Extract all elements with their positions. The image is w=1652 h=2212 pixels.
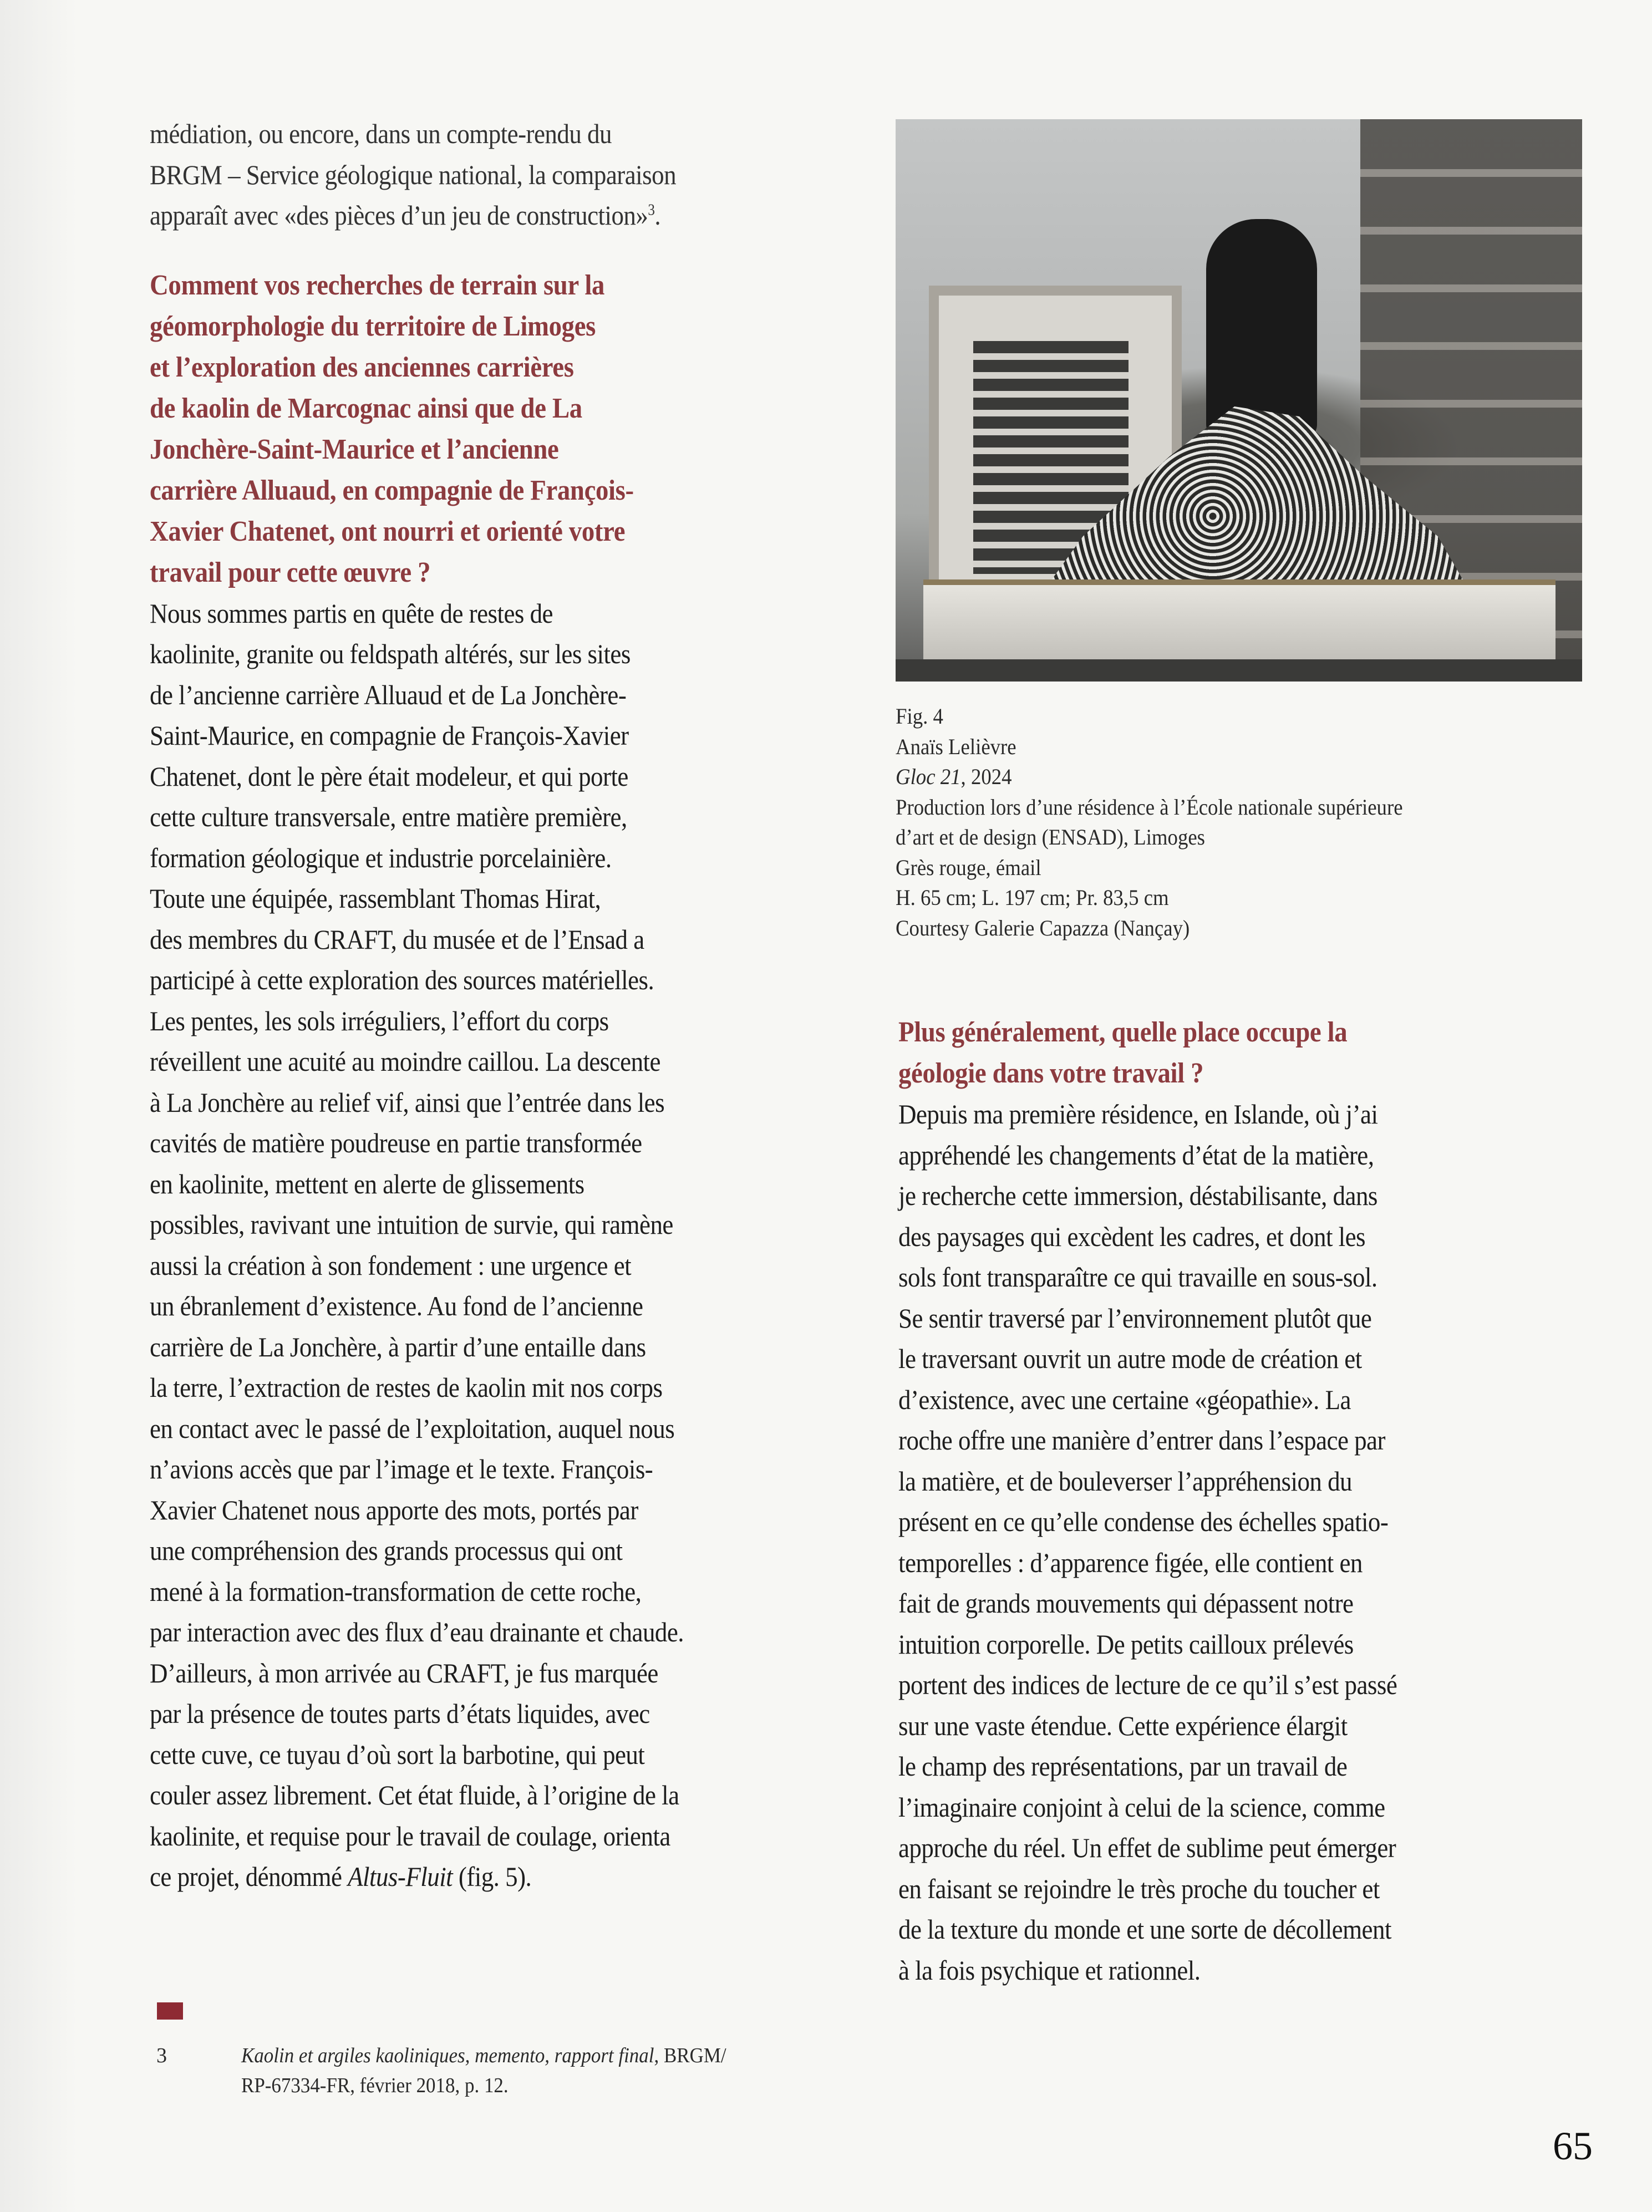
text-line: sols font transparaître ce qui travaille en sous-sol. — [898, 1262, 1377, 1293]
text-line: intuition corporelle. De petits cailloux prélevés — [898, 1628, 1354, 1660]
question-line: Plus généralement, quelle place occupe la — [898, 1016, 1348, 1048]
artwork-title: Altus-Fluit — [348, 1861, 453, 1892]
footnote-ref[interactable]: 3 — [648, 201, 655, 219]
page-number: 65 — [1553, 2124, 1593, 2168]
text-line: en contact avec le passé de l’exploitation, auquel nous — [150, 1412, 675, 1444]
interview-answer — [150, 593, 871, 1898]
text-line: cette cuve, ce tuyau d’où sort la barbotine, qui peut — [150, 1738, 645, 1770]
figure-photo — [896, 119, 1582, 682]
text-line: temporelles : d’apparence figée, elle contient en — [898, 1547, 1363, 1578]
caption-credit: Courtesy Galerie Capazza (Nançay) — [896, 915, 1190, 940]
text-line: d’existence, avec une certaine «géopathie». La — [898, 1384, 1351, 1415]
text-line: de la texture du monde et une sorte de décollement — [898, 1914, 1391, 1945]
text-line: n’avions accès que par l’image et le texte. François- — [150, 1453, 653, 1484]
photo-floor — [896, 659, 1582, 682]
question-line: Xavier Chatenet, ont nourri et orienté votre — [150, 515, 626, 547]
text-line: BRGM – Service géologique national, la comparaison — [150, 159, 677, 190]
text-line: possibles, ravivant une intuition de survie, qui ramène — [150, 1209, 673, 1240]
text-line — [150, 1857, 799, 1898]
caption-year: , 2024 — [960, 764, 1012, 789]
text-line: un ébranlement d’existence. Au fond de l’ancienne — [150, 1290, 643, 1321]
footnote-number: 3 — [156, 2044, 167, 2067]
text-line: Les pentes, les sols irréguliers, l’effort du corps — [150, 1005, 609, 1036]
question-line: et l’exploration des anciennes carrières — [150, 351, 574, 383]
page-gutter-shadow — [0, 0, 78, 2212]
text-line: aussi la création à son fondement : une urgence et — [150, 1249, 632, 1281]
text-line: en faisant se rejoindre le très proche du toucher et — [898, 1873, 1380, 1904]
caption-production: d’art et de design (ENSAD), Limoges — [896, 825, 1206, 850]
text-line: Depuis ma première résidence, en Islande, où j’ai — [898, 1099, 1378, 1130]
text-line: je recherche cette immersion, déstabilisante, dans — [898, 1180, 1377, 1211]
text-line: le champ des représentations, par un travail de — [898, 1751, 1348, 1782]
text-line: kaolinite, granite ou feldspath altérés, sur les sites — [150, 638, 631, 669]
caption-materials: Grès rouge, émail — [896, 855, 1041, 880]
text-line: Toute une équipée, rassemblant Thomas Hirat, — [150, 883, 601, 914]
text-line: appréhendé les changements d’état de la matière, — [898, 1139, 1374, 1171]
text-line: Nous sommes partis en quête de restes de — [150, 597, 553, 629]
footnote-line: RP-67334-FR, février 2018, p. 12. — [241, 2074, 509, 2097]
caption-title-line — [896, 762, 1538, 792]
text-line: présent en ce qu’elle condense des échelles spatio- — [898, 1506, 1389, 1537]
footnote-divider-bar — [157, 2002, 183, 2020]
text-line: l’imaginaire conjoint à celui de la science, comme — [898, 1791, 1385, 1823]
text-line: formation géologique et industrie porcelainière. — [150, 842, 612, 873]
text-fragment: , BRGM/ — [654, 2044, 726, 2067]
text-line: mené à la formation-transformation de cette roche, — [150, 1575, 642, 1607]
footnote-text — [241, 2041, 907, 2101]
photo-kiln-cart — [923, 579, 1556, 668]
text-line — [150, 195, 799, 236]
left-column — [150, 114, 871, 1898]
text-line: fait de grands mouvements qui dépassent notre — [898, 1588, 1354, 1619]
text-line: des membres du CRAFT, du musée et de l’Ensad a — [150, 923, 644, 955]
figure-caption — [896, 701, 1594, 943]
text-line: cette culture transversale, entre matière première, — [150, 801, 627, 832]
text-line: en kaolinite, mettent en alerte de glissements — [150, 1168, 584, 1199]
text-line: le traversant ouvrit un autre mode de création et — [898, 1343, 1362, 1374]
text-line: D’ailleurs, à mon arrivée au CRAFT, je fus marquée — [150, 1657, 658, 1689]
text-line: des paysages qui excèdent les cadres, et dont les — [898, 1221, 1365, 1252]
text-line: sur une vaste étendue. Cette expérience élargit — [898, 1710, 1348, 1741]
text-line: la matière, et de bouleverser l’appréhension du — [898, 1465, 1353, 1497]
interview-answer — [898, 1094, 1603, 1991]
text-line: kaolinite, et requise pour le travail de coulage, orienta — [150, 1820, 670, 1852]
text-fragment: apparaît avec «des pièces d’un jeu de construction» — [150, 200, 648, 231]
interview-question — [898, 1012, 1603, 1094]
text-line: de l’ancienne carrière Alluaud et de La Jonchère- — [150, 679, 627, 710]
right-column — [898, 1012, 1603, 1991]
intro-paragraph — [150, 114, 871, 236]
question-line: de kaolin de Marcognac ainsi que de La — [150, 392, 582, 424]
question-line: géomorphologie du territoire de Limoges — [150, 310, 596, 342]
text-line: par interaction avec des flux d’eau drainante et chaude. — [150, 1616, 684, 1647]
text-line: médiation, ou encore, dans un compte-rendu du — [150, 118, 612, 149]
text-line: réveillent une acuité au moindre caillou. La descente — [150, 1046, 660, 1077]
question-line: travail pour cette œuvre ? — [150, 556, 431, 588]
caption-production: Production lors d’une résidence à l’École nationale supérieure — [896, 794, 1403, 820]
text-line: à La Jonchère au relief vif, ainsi que l’entrée dans les — [150, 1086, 665, 1118]
text-line: Saint-Maurice, en compagnie de François-Xavier — [150, 720, 629, 751]
text-line: Xavier Chatenet nous apporte des mots, portés par — [150, 1494, 638, 1525]
caption-label: Fig. 4 — [896, 704, 943, 729]
text-line: approche du réel. Un effet de sublime peut émerger — [898, 1832, 1396, 1863]
text-line: Se sentir traversé par l’environnement plutôt que — [898, 1302, 1372, 1334]
text-line: portent des indices de lecture de ce qu’il s’est passé — [898, 1669, 1397, 1700]
text-fragment: ce projet, dénommé — [150, 1861, 348, 1892]
text-line: la terre, l’extraction de restes de kaolin mit nos corps — [150, 1372, 663, 1403]
interview-question — [150, 265, 871, 593]
text-line: à la fois psychique et rationnel. — [898, 1954, 1201, 1986]
caption-dimensions: H. 65 cm; L. 197 cm; Pr. 83,5 cm — [896, 885, 1169, 910]
question-line: Comment vos recherches de terrain sur la — [150, 269, 605, 301]
text-line: par la présence de toutes parts d’états liquides, avec — [150, 1698, 650, 1729]
figure-reference[interactable]: (fig. 5). — [453, 1861, 532, 1892]
question-line: géologie dans votre travail ? — [898, 1057, 1204, 1089]
question-line: Jonchère-Saint-Maurice et l’ancienne — [150, 433, 559, 465]
text-line: carrière de La Jonchère, à partir d’une entaille dans — [150, 1331, 646, 1362]
text-fragment: . — [654, 200, 661, 231]
caption-title: Gloc 21 — [896, 764, 961, 789]
question-line: carrière Alluaud, en compagnie de François- — [150, 474, 634, 506]
text-line: une compréhension des grands processus qui ont — [150, 1535, 623, 1566]
caption-artist: Anaïs Lelièvre — [896, 734, 1016, 759]
text-line: couler assez librement. Cet état fluide, à l’origine de la — [150, 1779, 679, 1811]
footnote-line — [241, 2041, 853, 2071]
text-line: roche offre une manière d’entrer dans l’espace par — [898, 1425, 1385, 1456]
footnote-title: Kaolin et argiles kaoliniques, memento, rapport final — [241, 2044, 654, 2067]
text-line: cavités de matière poudreuse en partie transformée — [150, 1127, 642, 1158]
text-line: participé à cette exploration des sources matérielles. — [150, 964, 654, 995]
photo-artist — [1206, 219, 1317, 441]
text-line: Chatenet, dont le père était modeleur, et qui porte — [150, 760, 628, 792]
